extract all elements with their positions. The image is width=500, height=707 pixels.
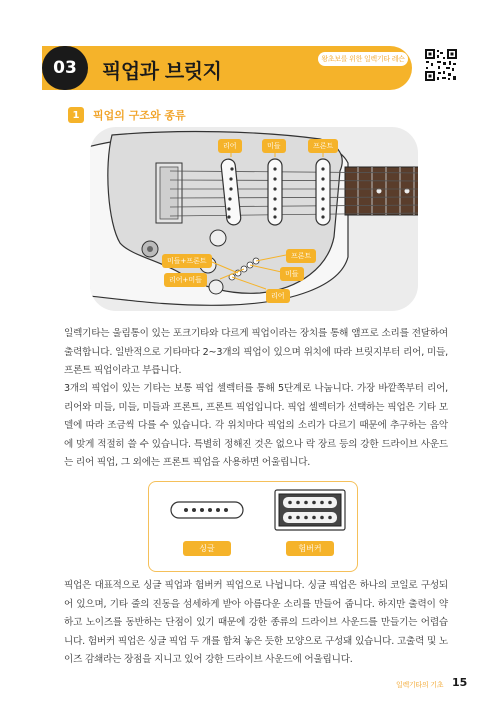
page-number: 15: [452, 676, 468, 689]
label-rear-middle-position: 리어+미들: [164, 273, 207, 287]
qr-code-icon[interactable]: [424, 48, 458, 82]
pickup-types-illustration: [149, 482, 357, 571]
label-front-position: 프론트: [286, 249, 316, 263]
label-middle-front-position: 미들+프론트: [162, 254, 212, 268]
humbucker-label: 험버커: [286, 541, 334, 556]
label-rear-pickup: 리어: [218, 139, 242, 153]
single-coil-label: 싱글: [183, 541, 231, 556]
series-badge: 왕초보를 위한 일렉기타 레슨: [318, 52, 408, 66]
label-middle-position: 미들: [280, 267, 304, 281]
footer-book-label: 일렉기타의 기초: [396, 681, 444, 689]
pickup-types-figure: [148, 481, 358, 572]
section-number: 1: [68, 107, 84, 123]
section-title: 픽업의 구조와 종류: [93, 109, 186, 122]
chapter-title: 픽업과 브릿지: [102, 59, 222, 83]
paragraph-intro: 일렉기타는 울림통이 있는 포크기타와 다르게 픽업이라는 장치를 통해 앰프로 소리를 전달하여 출력합니다. 일반적으로 기타마다 2~3개의 픽업이 있으며 위치에 따라 브릿지부터 리어, 미들, 프론트 픽업이라고 부릅니다.: [64, 328, 448, 376]
label-rear-position: 리어: [266, 289, 290, 303]
guitar-illustration: [90, 127, 418, 311]
label-middle-pickup: 미들: [262, 139, 286, 153]
label-front-pickup: 프론트: [308, 139, 338, 153]
chapter-number-badge: 03: [42, 46, 88, 90]
paragraph-selector: 3개의 픽업이 있는 기타는 보통 픽업 셀렉터를 통해 5단계로 나눕니다. 가장 바깥쪽부터 리어, 리어와 미들, 미들, 미들과 프론트, 프론트 픽업입니다. 픽업 셀렉터가 선택하는 픽업은 기타 모델에 따라 조금씩 다를 수 있습니다. 각 위치마다 픽업의 소리가 다르기 때문에 추구하는 음악에 맞게 적절히 쓸 수 있습니다. 특별히 정해진 것은 없으나 락 장르 등의 강한 드라이브 사운드는 리어 픽업, 그 외에는 프론트 픽업을 사용하면 어울립니다.: [64, 383, 448, 468]
guitar-pickup-figure: [90, 127, 418, 311]
paragraph-pickup-types: 픽업은 대표적으로 싱글 픽업과 험버커 픽업으로 나뉩니다. 싱글 픽업은 하나의 코일로 구성되어 있으며, 기타 줄의 진동을 섬세하게 받아 아름다운 소리를 만들어 줍니다. 하지만 출력이 약하고 노이즈를 동반하는 단점이 있기 때문에 강한 종류의 드라이브 사운드를 만들기는 어렵습니다. 험버커 픽업은 싱글 픽업 두 개를 합쳐 놓은 듯한 모양으로 구성돼 있습니다. 고출력 및 노이즈 감쇄라는 장점을 지니고 있어 강한 드라이브 사운드에 어울립니다.: [64, 580, 448, 665]
